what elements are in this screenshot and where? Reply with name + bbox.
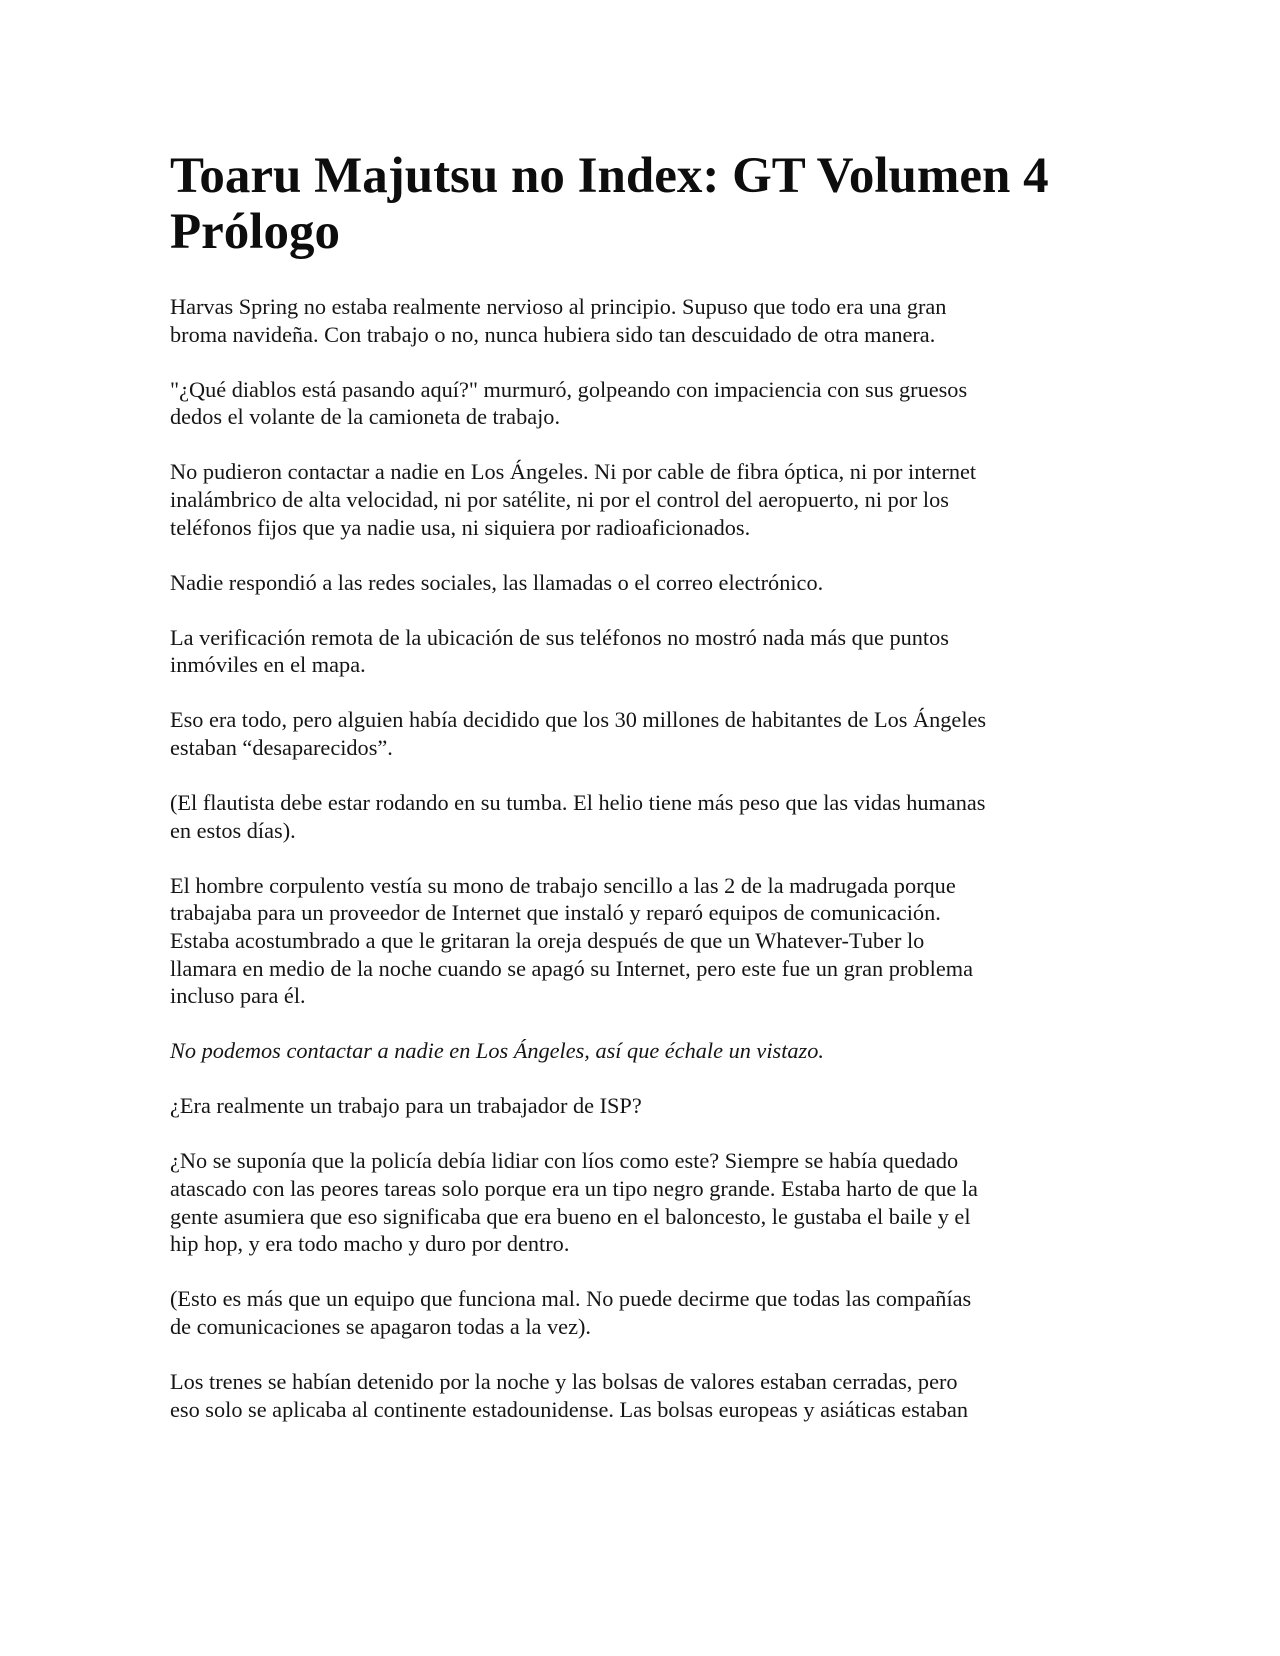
title-line: Toaru Majutsu no Index: GT Volumen 4 — [170, 148, 1049, 204]
text-line: Nadie respondió a las redes sociales, las llamadas o el correo electrónico. — [170, 569, 824, 595]
text-line: "¿Qué diablos está pasando aquí?" murmuró, golpeando con impaciencia con sus gruesos — [170, 376, 968, 402]
text-line: Los trenes se habían detenido por la noche y las bolsas de valores estaban cerradas, pero — [170, 1369, 958, 1395]
text-line: incluso para él. — [170, 983, 306, 1009]
text-line: No pudieron contactar a nadie en Los Ángeles. Ni por cable de fibra óptica, ni por internet — [170, 459, 977, 485]
text-line: atascado con las peores tareas solo porque era un tipo negro grande. Estaba harto de que la — [170, 1176, 978, 1202]
text-line: Eso era todo, pero alguien había decidido que los 30 millones de habitantes de Los Ángeles — [170, 707, 987, 733]
text-line: en estos días). — [170, 817, 296, 843]
text-line: La verificación remota de la ubicación de sus teléfonos no mostró nada más que puntos — [170, 624, 949, 650]
text-line: El hombre corpulento vestía su mono de trabajo sencillo a las 2 de la madrugada porque — [170, 872, 956, 898]
text-line: inmóviles en el mapa. — [170, 652, 366, 678]
paragraph — [170, 376, 1100, 431]
text-line: gente asumiera que eso significaba que era bueno en el baloncesto, le gustaba el baile y el — [170, 1203, 971, 1229]
text-line: Harvas Spring no estaba realmente nervioso al principio. Supuso que todo era una gran — [170, 294, 947, 319]
text-line: trabajaba para un proveedor de Internet que instaló y reparó equipos de comunicación. — [170, 900, 941, 926]
text-line: dedos el volante de la camioneta de trabajo. — [170, 404, 561, 430]
text-line: inalámbrico de alta velocidad, ni por satélite, ni por el control del aeropuerto, ni por los — [170, 486, 949, 512]
text-line: de comunicaciones se apagaron todas a la vez). — [170, 1313, 591, 1339]
paragraph — [170, 1147, 1100, 1257]
paragraph — [170, 624, 1100, 679]
paragraph — [170, 872, 1100, 1010]
text-line: broma navideña. Con trabajo o no, nunca hubiera sido tan descuidado de otra manera. — [170, 321, 936, 347]
text-line: llamara en medio de la noche cuando se apagó su Internet, pero este fue un gran problema — [170, 955, 973, 981]
document-title — [170, 148, 1100, 260]
text-line: (Esto es más que un equipo que funciona mal. No puede decirme que todas las compañías — [170, 1286, 972, 1312]
text-line: (El flautista debe estar rodando en su tumba. El helio tiene más peso que las vidas humanas — [170, 790, 986, 816]
title-line: Prólogo — [170, 204, 340, 260]
paragraph — [170, 789, 1100, 844]
text-line: eso solo se aplicaba al continente estadounidense. Las bolsas europeas y asiáticas estaban — [170, 1396, 969, 1422]
text-line: No podemos contactar a nadie en Los Ángeles, así que échale un vistazo. — [170, 1038, 824, 1064]
text-line: ¿Era realmente un trabajo para un trabajador de ISP? — [170, 1093, 642, 1119]
paragraph — [170, 569, 1100, 597]
paragraph — [170, 293, 1100, 348]
text-line: estaban “desaparecidos”. — [170, 735, 393, 761]
paragraph — [170, 706, 1100, 761]
paragraph — [170, 458, 1100, 541]
text-line: Estaba acostumbrado a que le gritaran la oreja después de que un Whatever-Tuber lo — [170, 928, 925, 953]
document-body — [170, 293, 1100, 1451]
paragraph — [170, 1092, 1100, 1120]
paragraph — [170, 1368, 1100, 1423]
text-line: ¿No se suponía que la policía debía lidiar con líos como este? Siempre se había quedado — [170, 1148, 959, 1174]
italic-paragraph — [170, 1037, 1100, 1065]
paragraph — [170, 1285, 1100, 1340]
text-line: teléfonos fijos que ya nadie usa, ni siquiera por radioaficionados. — [170, 514, 751, 540]
text-line: hip hop, y era todo macho y duro por dentro. — [170, 1231, 570, 1257]
